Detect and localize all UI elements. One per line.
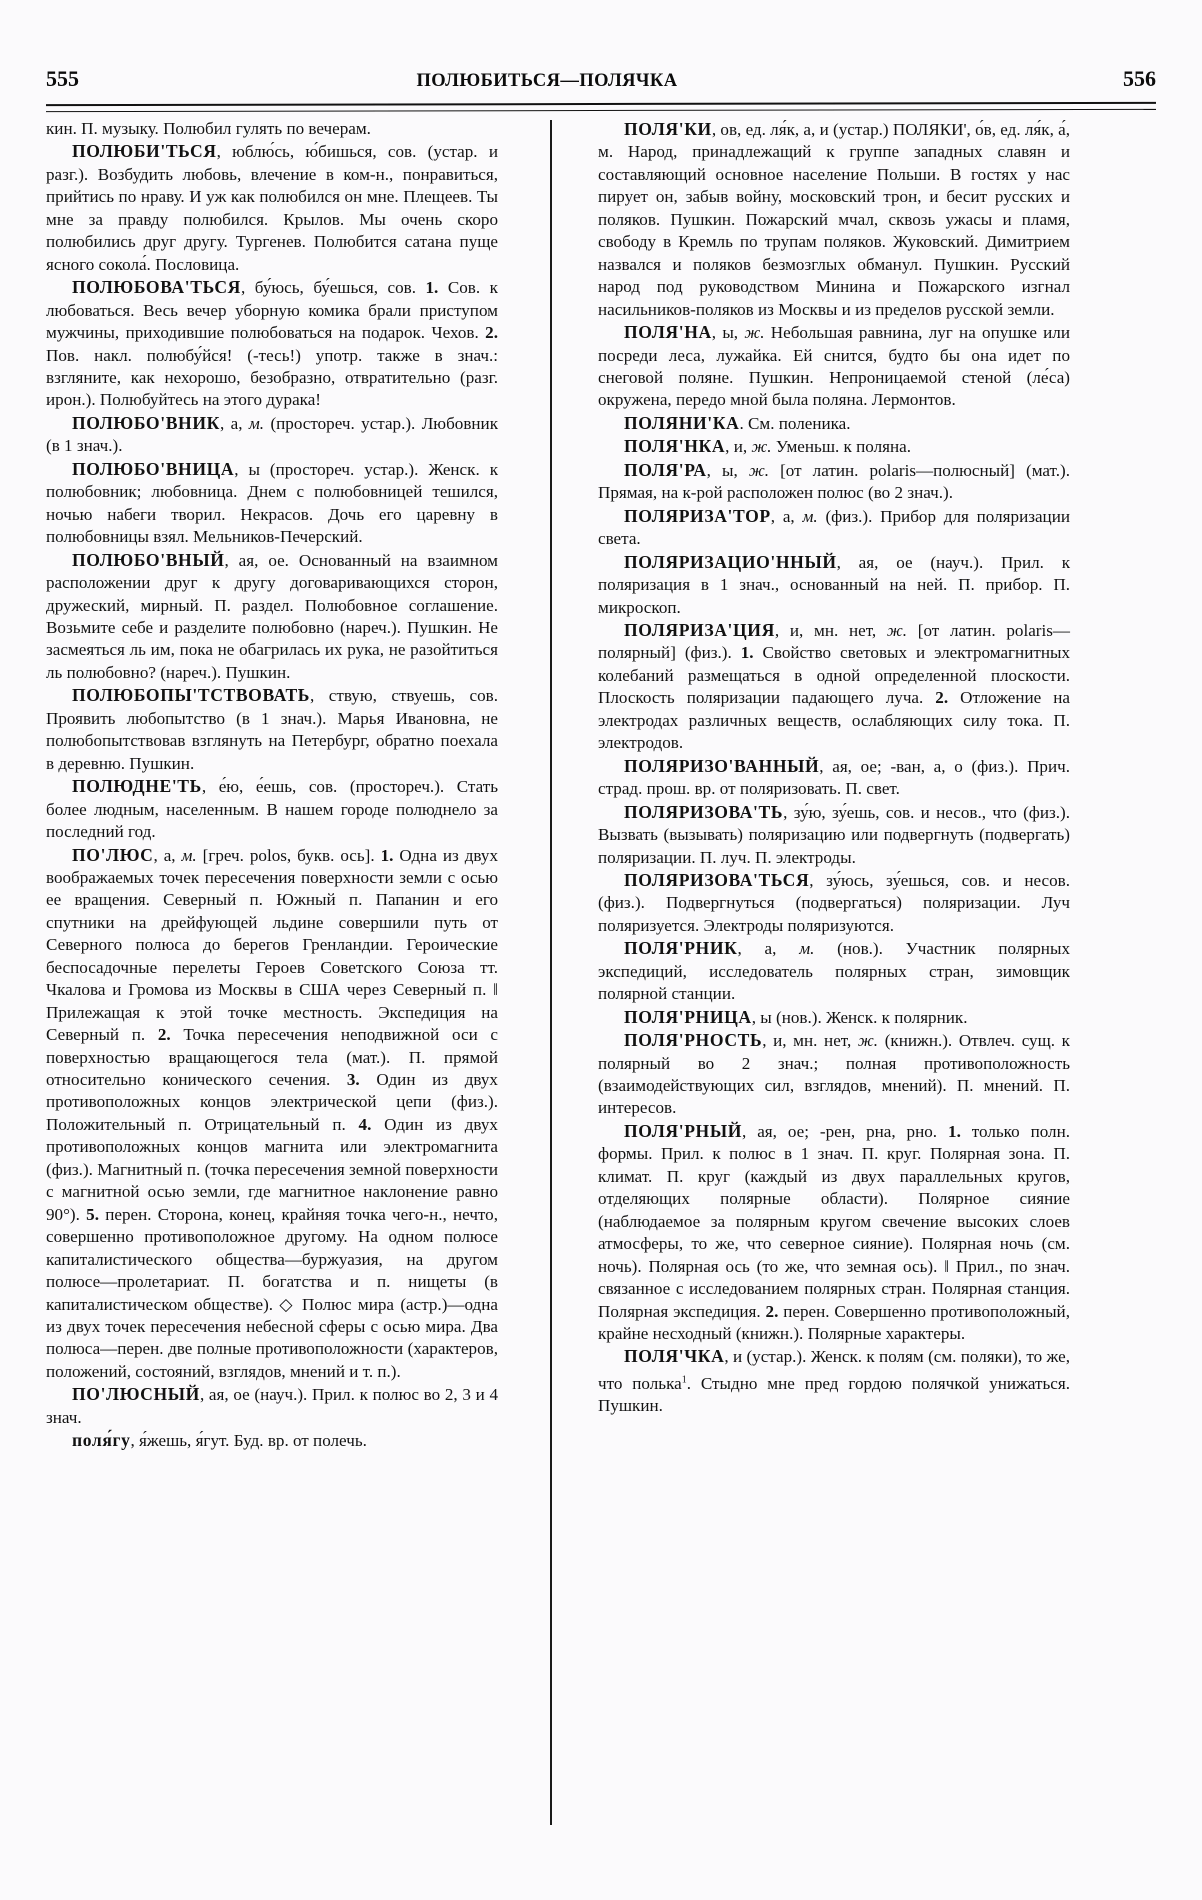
entry-body: , ы (простореч. устар.). Женск. к полюбовник; любовница. Днем с полюбовницей тешился, ночью набеги творил. Некрасов. Дочь его царевну в полюбовницы взял. Мельников-Печерский. [46,459,498,547]
sense-number: 2. [485,323,498,343]
page-header [46,66,1156,100]
dictionary-entry [598,435,1070,458]
page-columns [46,118,1158,1858]
dictionary-entry [46,458,498,549]
entry-body: , ов, ед. ля́к, а, и (устар.) ПОЛЯКИ', о́в, ед. ля́к, а́, м. Народ, принадлежащий к группе западных славян и составляющий основное население Польши. В гостях у нас пирует он, забыв войну, московский трон, и бесит русских и поляков. Пушкин. Пожарский мчал, сквозь ужасы и пламя, свободу в Кремль по трупам поляков. Жуковский. Димитрием назвался и поляков безмозглых обманул. Пушкин. Русский народ под руководством Минина и Пожарского изгнал насильников-поляков из Москвы и из пределов русской земли. [598,120,1070,319]
sense-number: 2. [765,1301,779,1321]
column-right [598,118,1070,1858]
dictionary-entry [598,1120,1070,1346]
dictionary-entry [46,844,498,1384]
gender-label: м. [799,939,815,959]
dictionary-entry [598,937,1070,1005]
entry-body: , зу́ю, зу́ешь, сов. и несов., что (физ.). Вызвать (вызывать) поляризацию или подвергнуть (подвергать) поляризации. П. луч. П. электроды. [598,802,1070,867]
entry-headword: ПОЛЯРИЗА'ТОР [624,505,771,526]
entry-headword: ПОЛЯ'РНОСТЬ [624,1030,763,1051]
entry-headword: ПОЛЯ'ЧКА [624,1346,725,1367]
entry-headword: ПОЛЮБО'ВНИК [72,412,220,433]
entry-body: , и, мн. нет, ж. (книжн.). Отвлеч. сущ. к полярный во 2 знач.; полная противоположность (взаимодействующих сил, взглядов, мнений). П. мнений. П. интересов. [598,1031,1070,1118]
column-left [46,118,510,1858]
sense-number: 4. [358,1114,372,1134]
dictionary-entry [598,118,1070,321]
entry-body: , ы, ж. [от латин. polaris—полюсный] (мат.). Прямая, на к-рой расположен полюс (во 2 знач.). [598,460,1070,503]
entry-headword: ПОЛЯРИЗОВА'ТЬ [624,801,784,822]
entry-headword: ПОЛЯ'РНЫЙ [624,1120,742,1141]
sense-number: 1. [380,845,394,865]
entry-headword: ПОЛЯРИЗОВА'ТЬСЯ [624,869,810,890]
dictionary-entry [46,412,498,458]
sense-number: 1. [948,1121,961,1141]
entry-headword: ПОЛЯ'НКА [624,436,726,457]
entry-headword: ПОЛЮБОПЫ'ТСТВОВАТЬ [72,685,311,706]
entry-headword: ПОЛЯ'КИ [624,119,712,139]
dictionary-entry [598,412,1070,435]
gender-label: ж. [886,620,908,640]
entry-body: , ствую, ствуешь, сов. Проявить любопытство (в 1 знач.). Марья Ивановна, не полюбопытствовав взглянуть на Петербург, обратно поехала в деревню. Пушкин. [46,686,498,773]
dictionary-entry [598,551,1070,619]
dictionary-entry [598,801,1070,869]
entry-continuation [46,118,498,140]
entry-body: , а, м. (простореч. устар.). Любовник (в 1 знач.). [46,413,498,456]
dictionary-entry [598,869,1070,937]
gender-label: ж. [857,1031,879,1051]
dictionary-entry [46,684,498,775]
gender-label: м. [181,845,197,865]
sense-number: 1. [740,643,754,663]
entry-headword: ПОЛЯРИЗАЦИО'ННЫЙ [624,551,837,572]
entry-headword: ПОЛЮБОВА'ТЬСЯ [72,277,241,298]
entry-body: , ы (нов.). Женск. к полярник. [751,1007,968,1027]
entry-body: , и, мн. нет, ж. [от латин. polaris—полярный] (физ.). 1. Свойство световых и электромагнитных колебаний размещаться в одной определенной плоскости. Плоскость поляризации падающего луча. 2. Отложение на электродах различных веществ, ослабляющих силу тока. П. электродов. [598,620,1070,753]
dictionary-entry [46,1429,498,1452]
dictionary-entry [46,1383,498,1429]
sense-number: 3. [346,1070,360,1090]
entry-body: , ая, ое; -ван, а, о (физ.). Прич. страд. прош. вр. от поляризовать. П. свет. [598,756,1070,799]
gender-label: ж. [744,323,765,343]
entry-body: кин. П. музыку. Полюбил гулять по вечерам. [46,119,371,138]
entry-body: , а, м. [греч. polos, букв. ось]. 1. Одна из двух воображаемых точек пересечения поверхности земли с осью ее вращения. Северный п. Южный п. Папанин и его спутники на дрейфующей льдине совершили путь от Северного полюса до берегов Гренландии. Героические беспосадочные перелеты Героев Советского Союза тт. Чкалова и Громова из Москвы в США через Северный п. ‖ Прилежащая к этой точке местность. Экспедиция на Северный п. 2. Точка пересечения неподвижной оси с поверхностью вращающегося тела (мат.). П. прямой относительно конического сечения. 3. Один из двух противоположных концов электрической цепи (физ.). Положительный п. Отрицательный п. 4. Один из двух противоположных концов магнита или электромагнита (физ.). Магнитный п. (точка пересечения земной поверхности с магнитной осью земли, где магнитное наклонение равно 90°). 5. перен. Сторона, конец, крайняя точка чего-н., нечто, совершенно противоположное другому. На одном полюсе капиталистического общества—буржуазия, на другом полюсе—пролетариат. П. богатства и п. нищеты (в капиталистическом обществе). ◇ Полюс мира (астр.)—одна из двух точек пересечения небесной сферы с осью мира. Два полюса—перен. две полные противоположности (характеров, положений, состояний, взглядов, мнений и т. п.). [46,845,498,1381]
entry-headword: ПОЛЯ'РА [624,459,707,480]
entry-body: , и (устар.). Женск. к полям (см. поляки), то же, что полька$^1$. Стыдно мне пред гордою полячкой унижаться. Пушкин. [598,1347,1071,1416]
entry-body: , я́жешь, я́гут. Буд. вр. от полечь. [130,1431,367,1451]
entry-body: , юблю́сь, ю́бишься, сов. (устар. и разг.). Возбудить любовь, влечение в ком-н., понравиться, прийтись по нраву. И уж как полюбился он мне. Плещеев. Ты мне за правду полюбился. Крылов. Мы очень скоро полюбились друг другу. Тургенев. Полюбится сатана пуще ясного сокола́. Пословица. [46,142,498,274]
homonym-superscript: 1 [681,1373,687,1385]
running-head: ПОЛЮБИТЬСЯ—ПОЛЯЧКА [416,71,678,91]
entry-body: , а, м. (физ.). Прибор для поляризации света. [598,506,1070,549]
entry-body: , бу́юсь, бу́ешься, сов. 1. Сов. к любоваться. Весь вечер уборную комика брали приступом мужчины, приходившие полюбоваться на подарок. Чехов. 2. Пов. накл. полюбу́йся! (-тесь!) употр. также в знач.: взгляните, как нехорошо, безобразно, отвратительно (разг. ирон.). Полюбуйтесь на этого дурака! [46,278,498,410]
entry-body: , ая, ое; -рен, рна, рно. 1. только полн. формы. Прил. к полюс в 1 знач. П. круг. Полярная зона. П. климат. П. круг (каждый из двух параллельных кругов, отделяющих полярные области). Полярное сияние (наблюдаемое за полярным кругом свечение высоких слоев атмосферы, то же, что северное сияние). Полярная ночь (см. ночь). Полярная ось (то же, что земная ось). ‖ Прил., по знач. связанное с исследованием полярных стран. Полярная станция. Полярная экспедиция. 2. перен. Совершенно противоположный, крайне несходный (книжн.). Полярные характеры. [598,1121,1071,1344]
dictionary-entry [598,1029,1070,1120]
dictionary-entry [46,276,498,412]
entry-body: , а, м. (нов.). Участник полярных экспедиций, исследователь полярных стран, зимовщик полярной станции. [598,939,1070,1004]
entry-headword: ПОЛЮБО'ВНИЦА [72,458,235,479]
entry-headword: поля́гу [72,1430,131,1451]
gender-label: м. [248,413,265,433]
entry-body: , ы, ж. Небольшая равнина, луг на опушке или посреди леса, лужайка. Ей снится, будто бы она идет по снеговой поляне. Пушкин. Непроницаемой стеной (ле́са) окружена, передо мной была поляна. Лермонтов. [598,323,1070,410]
phrase-marker: ◇ [279,1294,296,1314]
dictionary-entry [598,1345,1070,1417]
dictionary-entry [46,775,498,843]
dictionary-entry [598,619,1070,755]
entry-body: , ая, ое (науч.). Прил. к поляризация в 1 знач., основанный на ней. П. прибор. П. микроскоп. [598,552,1070,617]
folio-left: 555 [46,66,79,91]
dictionary-entry [46,140,498,276]
gender-label: м. [802,506,818,526]
dictionary-entry [598,321,1070,412]
entry-headword: ПОЛЯ'НА [624,322,712,343]
sense-number: 2. [157,1025,171,1045]
entry-headword: ПО'ЛЮС [72,844,154,865]
entry-headword: ПОЛЯРИЗО'ВАННЫЙ [624,755,820,776]
entry-headword: ПОЛЯ'РНИК [624,938,738,959]
dictionary-entry [598,755,1070,801]
entry-body: , е́ю, е́ешь, сов. (простореч.). Стать более людным, населенным. В нашем городе полюднело за последний год. [46,777,498,842]
entry-headword: ПОЛЯ'РНИЦА [624,1006,752,1027]
entry-body: , и, ж. Уменьш. к поляна. [725,437,911,457]
entry-body: , ая, ое. Основанный на взаимном расположении друг к другу договаривающихся сторон, дружеский, мирный. П. раздел. Полюбовное соглашение. Возьмите себе и разделите полюбовно (нареч.). Пушкин. Не засмеяться ль им, пока не обагрилась их рука, не разойтиться ль полюбовно? (нареч.). Пушкин. [46,550,498,682]
entry-body: . См. поленика. [739,413,851,433]
sense-number: 1. [425,278,439,298]
dictionary-entry [598,1006,1070,1029]
entry-headword: ПОЛЯРИЗА'ЦИЯ [624,619,775,640]
column-divider [550,120,552,1825]
entry-headword: ПОЛЮДНЕ'ТЬ [72,776,202,797]
gender-label: ж. [751,437,772,457]
folio-right: 556 [1122,66,1156,91]
dictionary-entry [598,459,1070,505]
entry-headword: ПО'ЛЮСНЫЙ [72,1384,200,1405]
entry-headword: ПОЛЯНИ'КА [624,412,740,433]
entry-headword: ПОЛЮБИ'ТЬСЯ [72,141,217,162]
gender-label: ж. [748,460,770,480]
sense-number: 5. [86,1204,99,1224]
entry-headword: ПОЛЮБО'ВНЫЙ [72,549,225,570]
entry-body: , зу́юсь, зу́ешься, сов. и несов. (физ.). Подвергнуться (подвергаться) поляризации. Луч поляризуется. Электроды поляризуются. [598,870,1070,935]
dictionary-entry [46,549,498,685]
sense-number: 2. [935,688,949,708]
dictionary-entry [598,505,1070,551]
entry-body: , ая, ое (науч.). Прил. к полюс во 2, 3 и 4 знач. [46,1385,498,1427]
header-rule [46,102,1156,112]
